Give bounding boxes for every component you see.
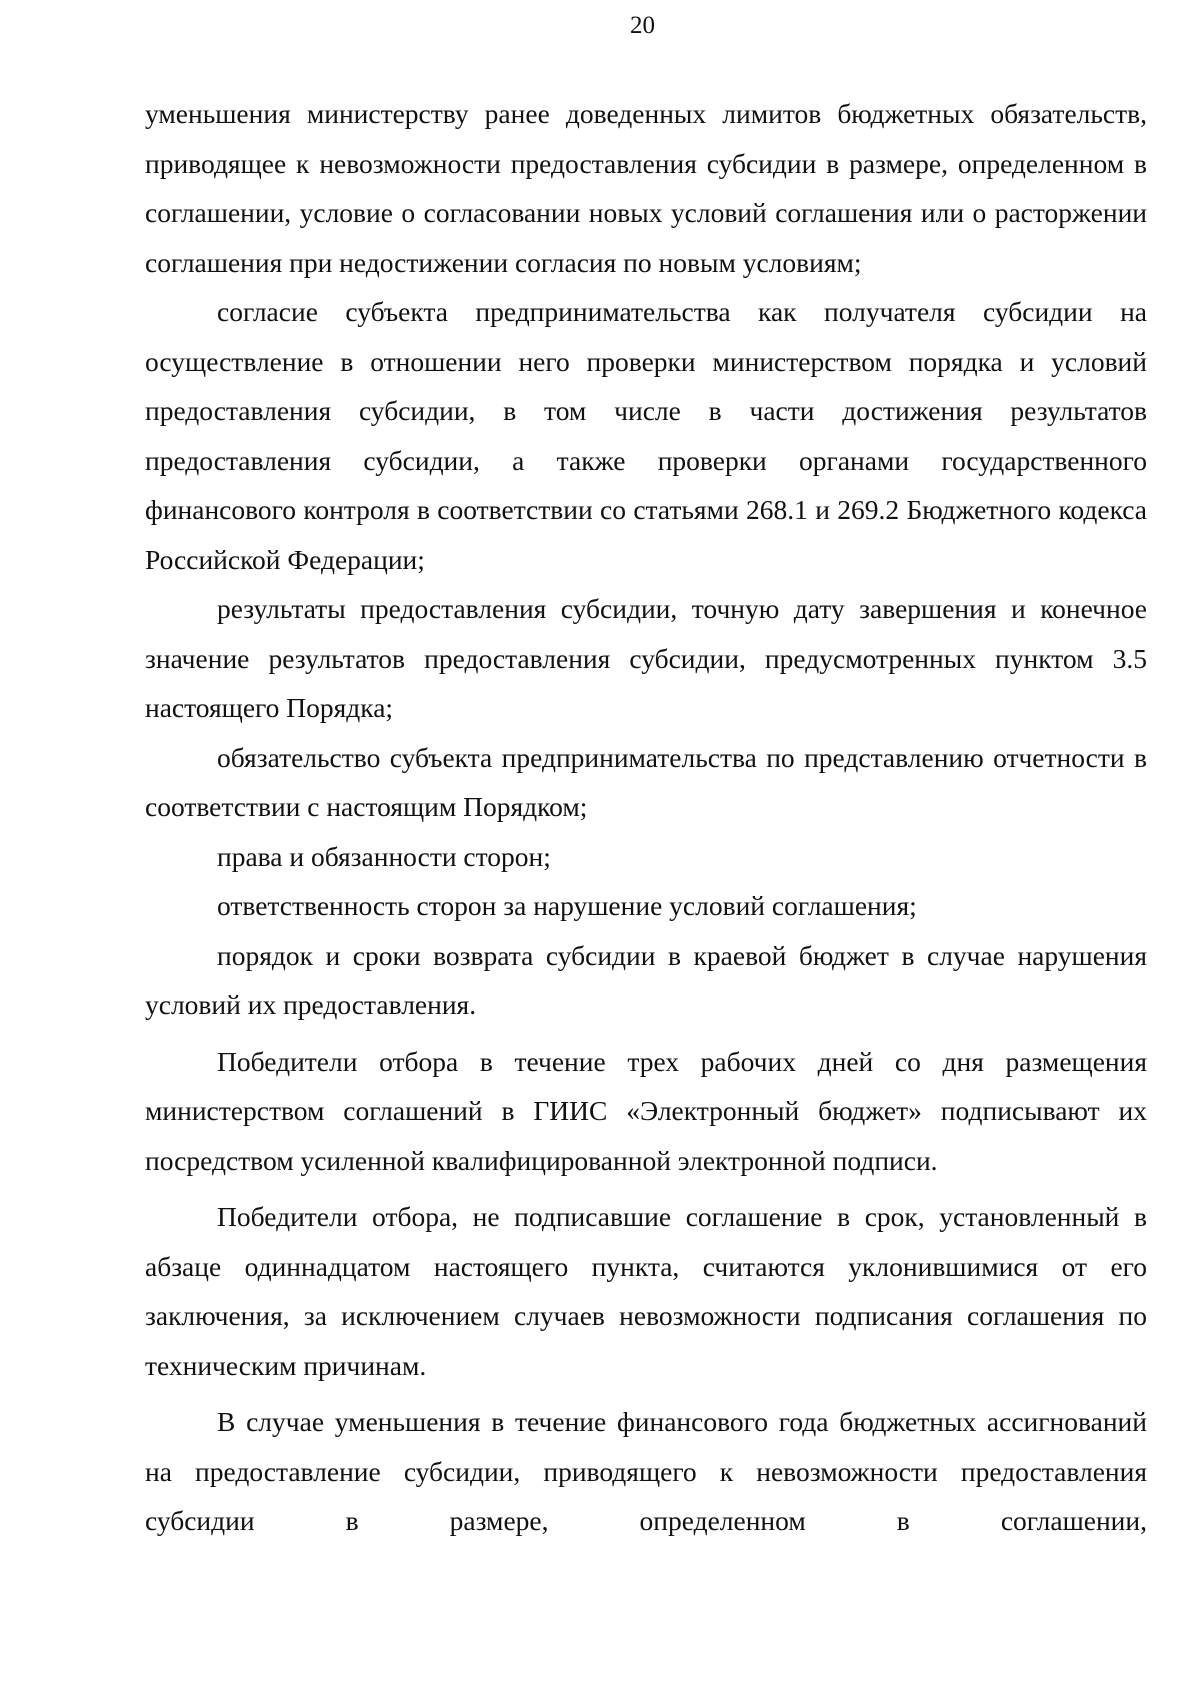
paragraph-consent-inspection: согласие субъекта предпринимательства как получателя субсидии на осуществление в отношении него проверки министерством порядка и условий предоставления субсидии, в том числе в части достижения результатов предоставления субсидии, а также проверки органами государственного финансового контроля в соответствии со статьями 268.1 и 269.2 Бюджетного кодекса Российской Федерации; <box>145 296 1147 575</box>
paragraph-reporting-obligation: обязательство субъекта предпринимательства по представлению отчетности в соответствии с настоящим Порядком; <box>145 741 1147 822</box>
paragraph-results: результаты предоставления субсидии, точную дату завершения и конечное значение результатов предоставления субсидии, предусмотренных пунктом 3.5 настоящего Порядка; <box>145 593 1147 723</box>
paragraph-liability: ответственность сторон за нарушение условий соглашения; <box>217 890 917 921</box>
document-body <box>145 89 1147 1546</box>
paragraph-budget-reduction: В случае уменьшения в течение финансового года бюджетных ассигнований на предоставление субсидии, приводящего к невозможности предоставления субсидии в размере, определенном в соглашении, <box>145 1406 1147 1536</box>
paragraph-unsigned-winners: Победители отбора, не подписавшие соглашение в срок, установленный в абзаце одиннадцатом настоящего пункта, считаются уклонившимися от его заключения, за исключением случаев невозможности подписания соглашения по техническим причинам. <box>145 1201 1147 1381</box>
paragraph-continuation: уменьшения министерству ранее доведенных лимитов бюджетных обязательств, приводящее к невозможности предоставления субсидии в размере, определенном в соглашении, условие о согласовании новых условий соглашения или о расторжении соглашения при недостижении согласия по новым условиям; <box>145 98 1147 278</box>
paragraph-refund-procedure: порядок и сроки возврата субсидии в краевой бюджет в случае нарушения условий их предоставления. <box>145 939 1147 1020</box>
page-number: 20 <box>630 12 655 39</box>
paragraph-rights-duties: права и обязанности сторон; <box>217 840 551 872</box>
paragraph-winners-signing: Победители отбора в течение трех рабочих дней со дня размещения министерством соглашений в ГИИС «Электронный бюджет» подписывают их посредством усиленной квалифицированной электронной подписи. <box>145 1045 1147 1176</box>
